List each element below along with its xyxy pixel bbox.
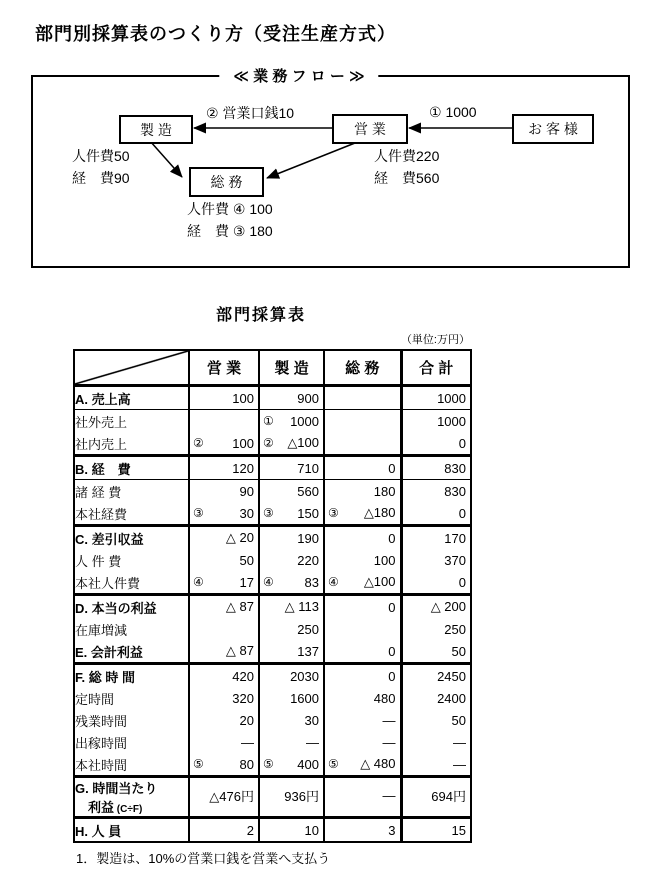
cell-value: 250: [297, 621, 319, 637]
cell-value: △ 87: [225, 643, 254, 658]
circled-number: ⑤: [328, 757, 339, 771]
cell-value: 137: [297, 643, 319, 659]
circled-number: ②: [193, 436, 204, 450]
row-label: F. 総 時 間: [75, 669, 135, 685]
cell-value: 50: [239, 552, 254, 568]
cell-value: 2400: [437, 690, 466, 706]
table-cell: [401, 687, 471, 709]
cell-value: 320: [232, 690, 254, 706]
flow-label-general-affairs-expense: 経 費 ③ 180: [187, 223, 273, 239]
table-cell: [401, 549, 471, 571]
cell-value: —: [453, 756, 466, 772]
cell-value: 3: [388, 822, 396, 838]
table-cell: [189, 549, 259, 571]
cell-value: —: [382, 712, 396, 728]
table-cell: [324, 549, 401, 571]
row-label: A. 売上高: [74, 386, 189, 410]
row-label: 定時間: [75, 691, 115, 707]
cell-value: △ 113: [284, 599, 319, 614]
table-cell: [259, 526, 324, 550]
profit-table-body: [74, 386, 471, 843]
row-label: 人 件 費: [75, 553, 122, 569]
cell-value: 80: [239, 756, 254, 772]
table-cell: [189, 502, 259, 526]
cell-value: 0: [388, 668, 396, 684]
cell-value: 120: [232, 460, 254, 476]
arrow-manufacturing-to-general-affairs: [150, 141, 182, 177]
table-cell: [324, 502, 401, 526]
table-cell: [324, 818, 401, 843]
table-cell: [401, 618, 471, 640]
column-header-sales: 営 業: [189, 350, 259, 386]
circled-number: ③: [263, 506, 274, 520]
cell-value: 30: [304, 712, 319, 728]
row-label: 残業時間: [75, 713, 128, 729]
table-cell: [401, 664, 471, 688]
cell-value: 0: [458, 435, 466, 451]
column-header-general-affairs: 総 務: [324, 350, 401, 386]
table-cell: [324, 456, 401, 480]
table-row: [74, 410, 471, 433]
table-cell: [189, 777, 259, 818]
cell-value: —: [453, 734, 466, 750]
table-cell: [189, 818, 259, 843]
table-cell: [324, 709, 401, 731]
cell-value: 170: [444, 530, 466, 546]
table-cell: [324, 618, 401, 640]
cell-value: 420: [232, 668, 254, 684]
table-cell: [259, 640, 324, 664]
cell-value: 1600: [290, 690, 319, 706]
flow-box-general-affairs: 総 務: [189, 167, 264, 197]
circled-number: ①: [263, 414, 274, 428]
row-label: 諸 経 費: [75, 484, 122, 500]
cell-value: 100: [232, 435, 254, 451]
cell-value: 0: [388, 599, 396, 615]
flow-label-manufacturing-expense: 経 費90: [72, 170, 130, 186]
column-header-total: 合 計: [401, 350, 471, 386]
cell-value: 100: [232, 390, 254, 406]
table-row: [74, 502, 471, 526]
cell-value: 90: [239, 483, 254, 499]
table-cell: [259, 818, 324, 843]
footnote: 1．製造は、10%の営業口銭を営業へ支払う: [76, 851, 331, 866]
table-cell: [189, 618, 259, 640]
profit-table: [73, 349, 472, 843]
circled-number: ③: [193, 506, 204, 520]
flow-label-general-affairs-labor-cost: 人件費 ④ 100: [187, 201, 273, 217]
row-label: D. 本当の利益: [75, 600, 157, 616]
table-row: [74, 618, 471, 640]
row-label: 在庫増減: [75, 622, 128, 638]
cell-value: 83: [304, 574, 319, 590]
table-row: [74, 480, 471, 503]
cell-value: 250: [444, 621, 466, 637]
table-row: [74, 456, 471, 480]
cell-value: 2030: [290, 668, 319, 684]
table-cell: [189, 456, 259, 480]
flow-label-sales-commission: ② 営業口銭10: [206, 105, 295, 121]
table-row: [74, 709, 471, 731]
flow-diagram-title: ≪ 業 務 フ ロ ー ≫: [219, 65, 378, 86]
page-title: 部門別採算表のつくり方（受注生産方式）: [35, 24, 396, 44]
cell-value: △ 20: [225, 530, 254, 545]
table-cell: [189, 640, 259, 664]
cell-value: 17: [239, 574, 254, 590]
flow-box-customer: お 客 様: [512, 114, 594, 144]
table-cell: [189, 664, 259, 688]
cell-value: 480: [373, 690, 396, 706]
cell-value: 694円: [431, 789, 466, 804]
flow-label-sales-labor-cost: 人件費220: [374, 148, 440, 164]
cell-value: 830: [444, 483, 466, 499]
table-row: [74, 640, 471, 664]
cell-value: 2: [246, 822, 254, 838]
cell-value: 100: [373, 552, 396, 568]
table-cell: [401, 777, 471, 818]
table-cell: [189, 687, 259, 709]
table-cell: [324, 526, 401, 550]
table-cell: [324, 640, 401, 664]
table-cell: [324, 386, 401, 410]
cell-value: 190: [297, 530, 319, 546]
cell-value: —: [306, 734, 319, 750]
table-row: [74, 687, 471, 709]
table-cell: [324, 753, 401, 777]
table-cell: [324, 595, 401, 619]
table-row: [74, 549, 471, 571]
cell-value: 30: [239, 505, 254, 521]
table-row: [74, 571, 471, 595]
cell-value: △ 200: [430, 599, 466, 614]
table-row: [74, 818, 471, 843]
cell-value: 830: [444, 460, 466, 476]
table-cell: [401, 480, 471, 503]
table-cell: [189, 571, 259, 595]
table-header-row: [74, 350, 471, 386]
circled-number: ④: [193, 575, 204, 589]
table-cell: [259, 480, 324, 503]
table-cell: [259, 618, 324, 640]
table-cell: [259, 777, 324, 818]
table-cell: [324, 410, 401, 433]
cell-value: 900: [297, 390, 319, 406]
table-cell: [259, 571, 324, 595]
cell-value: 0: [388, 643, 396, 659]
table-cell: [401, 571, 471, 595]
table-cell: [189, 731, 259, 753]
flow-box-manufacturing: 製 造: [119, 115, 193, 144]
table-cell: [259, 687, 324, 709]
table-cell: [401, 595, 471, 619]
cell-value: 560: [297, 483, 319, 499]
cell-value: △ 87: [225, 599, 254, 614]
table-cell: [259, 410, 324, 433]
table-cell: [324, 731, 401, 753]
table-cell: [324, 432, 401, 456]
cell-value: △100: [363, 574, 396, 589]
row-label: B. 経 費: [74, 456, 189, 480]
circled-number: ③: [328, 506, 339, 520]
cell-value: 180: [373, 483, 396, 499]
table-cell: [259, 549, 324, 571]
cell-value: 370: [444, 552, 466, 568]
cell-value: —: [241, 734, 254, 750]
row-label: 社外売上: [75, 414, 128, 430]
table-cell: [189, 526, 259, 550]
table-cell: [401, 753, 471, 777]
table-cell: [401, 502, 471, 526]
flow-label-manufacturing-labor-cost: 人件費50: [72, 148, 130, 164]
column-header-manufacturing: 製 造: [259, 350, 324, 386]
row-label: 本社人件費: [74, 571, 189, 595]
table-row: [74, 386, 471, 410]
cell-value: 50: [451, 712, 466, 728]
cell-value: 710: [297, 460, 319, 476]
cell-value: 936円: [284, 789, 319, 804]
cell-value: 220: [297, 552, 319, 568]
row-label: 出稼時間: [75, 735, 128, 751]
circled-number: ④: [263, 575, 274, 589]
row-label: G. 時間当たり 利益 (C÷F): [74, 777, 189, 818]
flow-label-sales-expense: 経 費560: [374, 170, 440, 186]
table-cell: [189, 709, 259, 731]
table-cell: [189, 410, 259, 433]
cell-value: 50: [451, 643, 466, 659]
table-cell: [401, 640, 471, 664]
cell-value: 1000: [437, 390, 466, 406]
row-label: 本社経費: [74, 502, 189, 526]
table-cell: [259, 456, 324, 480]
table-cell: [259, 753, 324, 777]
table-cell: [189, 753, 259, 777]
table-row: [74, 432, 471, 456]
table-cell: [401, 456, 471, 480]
cell-value: 0: [388, 530, 396, 546]
cell-value: 15: [451, 822, 466, 838]
table-row: [74, 595, 471, 619]
table-row: [74, 753, 471, 777]
arrow-sales-to-general-affairs: [267, 141, 360, 178]
cell-value: —: [382, 734, 396, 750]
table-cell: [324, 480, 401, 503]
row-label: 社内売上: [74, 432, 189, 456]
table-cell: [401, 386, 471, 410]
circled-number: ②: [263, 436, 274, 450]
table-cell: [401, 731, 471, 753]
cell-value: 1000: [290, 413, 319, 429]
table-cell: [401, 709, 471, 731]
cell-value: △100: [287, 435, 319, 450]
table-row: [74, 664, 471, 688]
table-cell: [259, 386, 324, 410]
header-diagonal-cell: [74, 350, 189, 386]
cell-value: 0: [388, 460, 396, 476]
row-label: H. 人 員: [75, 823, 122, 839]
row-label: C. 差引収益: [75, 531, 144, 547]
cell-value: 150: [297, 505, 319, 521]
business-flow-diagram: [31, 68, 630, 268]
cell-value: △476円: [209, 789, 254, 804]
table-cell: [259, 432, 324, 456]
cell-value: 0: [458, 505, 466, 521]
table-title: 部門採算表: [216, 307, 307, 324]
table-row: [74, 526, 471, 550]
cell-value: △180: [363, 505, 396, 520]
table-row: [74, 731, 471, 753]
table-cell: [189, 432, 259, 456]
circled-number: ⑤: [263, 757, 274, 771]
row-label: E. 会計利益: [74, 640, 189, 664]
cell-value: —: [382, 788, 396, 803]
table-row: [74, 777, 471, 818]
table-cell: [401, 526, 471, 550]
table-cell: [189, 480, 259, 503]
table-cell: [401, 432, 471, 456]
cell-value: 1000: [437, 413, 466, 429]
table-cell: [401, 410, 471, 433]
table-cell: [401, 818, 471, 843]
table-cell: [259, 709, 324, 731]
formula-note: (C÷F): [114, 804, 143, 815]
flow-label-order-amount: ① 1000: [429, 104, 477, 120]
table-cell: [259, 731, 324, 753]
cell-value: 20: [239, 712, 254, 728]
cell-value: 0: [458, 574, 466, 590]
cell-value: 400: [297, 756, 319, 772]
cell-value: 10: [304, 822, 319, 838]
unit-note: （単位:万円）: [400, 334, 470, 346]
flow-box-sales: 営 業: [332, 114, 408, 144]
cell-value: △ 480: [360, 756, 396, 771]
table-cell: [189, 386, 259, 410]
cell-value: 2450: [437, 668, 466, 684]
table-cell: [189, 595, 259, 619]
circled-number: ⑤: [193, 757, 204, 771]
table-cell: [259, 664, 324, 688]
table-cell: [259, 502, 324, 526]
table-cell: [324, 664, 401, 688]
circled-number: ④: [328, 575, 339, 589]
table-cell: [324, 687, 401, 709]
table-cell: [324, 571, 401, 595]
table-cell: [324, 777, 401, 818]
row-label: 本社時間: [74, 753, 189, 777]
table-cell: [259, 595, 324, 619]
